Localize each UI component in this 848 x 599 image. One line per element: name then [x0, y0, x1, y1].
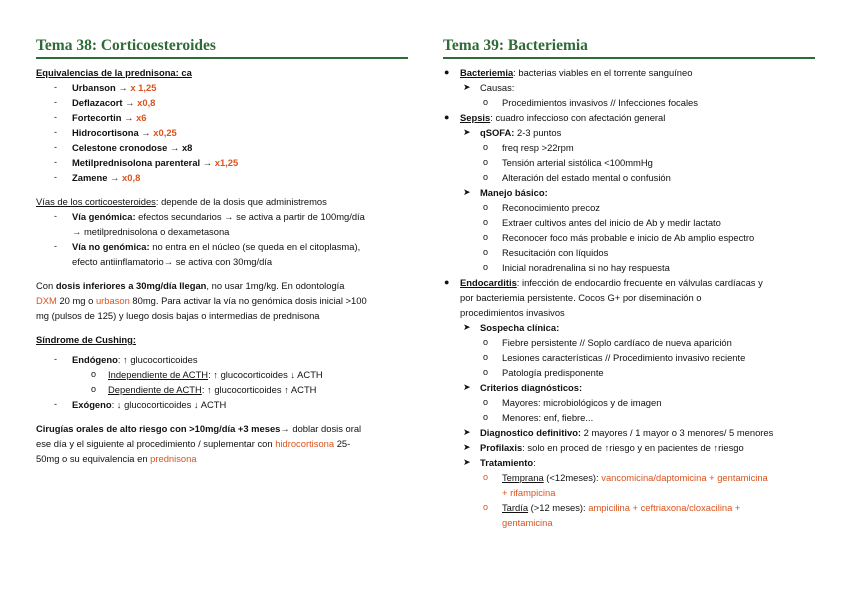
tratamiento-temprana: o Temprana (<12meses): vancomicina/daptomicina + gentamicina	[483, 472, 768, 483]
manejo-step: o Reconocer foco más probable e inicio de Ab amplio espectro	[483, 232, 755, 243]
arrow-bullet: ➤	[463, 427, 471, 437]
sospecha-sign: o Patología predisponente	[483, 367, 604, 378]
sospecha-list	[443, 335, 815, 380]
circle-bullet: o	[483, 262, 489, 272]
circle-bullet: o	[483, 412, 489, 422]
circle-bullet: o	[483, 217, 489, 227]
equiv-item: - Zamene → x0,8	[54, 172, 141, 183]
dash-bullet: -	[54, 354, 57, 364]
arrow-icon: →	[115, 82, 131, 93]
arrow-bullet: ➤	[463, 457, 471, 467]
sospecha-item: ➤ Sospecha clínica:	[463, 322, 560, 333]
arrow-icon: →	[107, 172, 123, 183]
arrow-bullet: ➤	[463, 82, 471, 92]
circle-bullet: o	[483, 247, 489, 257]
dash-bullet: -	[54, 112, 57, 122]
qsofa-criterion: o Tensión arterial sistólica <100mmHg	[483, 157, 653, 168]
circle-bullet: o	[483, 202, 489, 212]
circle-bullet: o	[483, 352, 489, 362]
criterios-list	[443, 395, 815, 425]
sepsis-item: ● Sepsis: cuadro infeccioso con afectación general	[444, 112, 666, 123]
dash-bullet: -	[54, 399, 57, 409]
cirugias-paragraph: Cirugías orales de alto riesgo con >10mg/día +3 meses→ doblar dosis oral	[36, 423, 362, 434]
disc-bullet: ●	[444, 112, 450, 122]
dash-bullet: -	[54, 82, 57, 92]
circle-bullet: o	[483, 367, 489, 377]
equiv-item: - Fortecortin → x6	[54, 112, 147, 123]
dash-bullet: -	[54, 127, 57, 137]
manejo-step: o Resucitación con líquidos	[483, 247, 609, 258]
dosis-paragraph: Con dosis inferiores a 30mg/día llegan, no usar 1mg/kg. En odontología	[36, 280, 345, 291]
criterios-item: ➤ Criterios diagnósticos:	[463, 382, 583, 393]
dash-bullet: -	[54, 142, 57, 152]
disc-bullet: ●	[444, 67, 450, 77]
dash-bullet: -	[54, 172, 57, 182]
manejo-item: ➤ Manejo básico:	[463, 187, 548, 198]
left-title: Tema 38: Corticoesteroides	[36, 36, 408, 59]
equiv-item: - Celestone cronodose → x8	[54, 142, 193, 153]
equiv-item: - Urbanson → x 1,25	[54, 82, 157, 93]
dash-bullet: -	[54, 157, 57, 167]
sospecha-sign: o Lesiones características // Procedimiento invasivo reciente	[483, 352, 746, 363]
circle-bullet: o	[91, 384, 97, 394]
arrow-icon: →	[167, 142, 182, 153]
right-column: Tema 39: Bacteriemia ● Bacteriemia: bacterias viables en el torrente sanguíneo ➤ Causas: o Procedimientos invasivos // Infecciones focales ● Sepsis: cuadro infeccioso con afectación general ➤ qSOFA: 2-3 puntos o freq resp >22rpm o Tensión arterial sistólica <100mmHg o Alteración del estado mental o confusión ➤ Manejo básico: o Reconocimiento precoz o Extraer cultivos antes del inicio de Ab y medir lactato o Reconocer foco más probable e inicio de Ab amplio espectro o Resucitación con líquidos o Inicial noradrenalina si no hay respuesta ● Endocarditis: infección de endocardio frecuente en válvulas cardíacas y por bacteriemia persistente. Cocos G+ por diseminación o procedimientos invasivos ➤ Sospecha clínica: o Fiebre persistente // Soplo cardíaco de nueva aparición o Lesiones características // Procedimiento invasivo reciente o Patología predisponente ➤ Criterios diagnósticos: o Mayores: microbiológicos y de imagen o Menores: enf, fiebre... ➤ Diagnostico definitivo: 2 mayores / 1 mayor o 3 menores/ 5 menores ➤ Profilaxis: solo en proced de ↑riesgo y en pacientes de ↑riesgo ➤ Tratamiento: o Temprana (<12meses): vancomicina/daptomicina + gentamicina + rifampicina o Tardía (>12 meses): ampicilina + ceftriaxona/cloxacilina + gentamicina	[443, 36, 815, 530]
dash-bullet: -	[54, 211, 57, 221]
manejo-step: o Inicial noradrenalina si no hay respuesta	[483, 262, 670, 273]
qsofa-criterion: o freq resp >22rpm	[483, 142, 574, 153]
manejo-list	[443, 200, 815, 275]
tratamiento-tardia: o Tardía (>12 meses): ampicilina + ceftriaxona/cloxacilina +	[483, 502, 741, 513]
manejo-step: o Extraer cultivos antes del inicio de Ab y medir lactato	[483, 217, 721, 228]
manejo-step: o Reconocimiento precoz	[483, 202, 600, 213]
cushing-dependiente: o Dependiente de ACTH: ↑ glucocorticoides ↑ ACTH	[91, 384, 317, 395]
cushing-independiente: o Independiente de ACTH: ↑ glucocorticoides ↓ ACTH	[91, 369, 323, 380]
dash-bullet: -	[54, 97, 57, 107]
dash-bullet: -	[54, 241, 57, 251]
cushing-exogeno: - Exógeno: ↓ glucocorticoides ↓ ACTH	[54, 399, 227, 410]
vias-heading: Vías de los corticoesteroides: depende de la dosis que administremos	[36, 196, 327, 207]
equiv-item: - Metilprednisolona parenteral → x1,25	[54, 157, 239, 168]
arrow-icon: →	[121, 112, 137, 123]
qsofa-item: ➤ qSOFA: 2-3 puntos	[463, 127, 562, 138]
arrow-bullet: ➤	[463, 322, 471, 332]
circle-bullet: o	[483, 397, 489, 407]
arrow-bullet: ➤	[463, 127, 471, 137]
qsofa-list	[443, 140, 815, 185]
equiv-item: - Deflazacort → x0,8	[54, 97, 156, 108]
causas-item: ➤ Causas:	[463, 82, 515, 93]
circle-bullet: o	[483, 142, 489, 152]
circle-bullet: o	[483, 472, 489, 482]
circle-bullet: o	[483, 172, 489, 182]
arrow-bullet: ➤	[463, 382, 471, 392]
bacteriemia-item: ● Bacteriemia: bacterias viables en el torrente sanguíneo	[444, 67, 693, 78]
left-column: Tema 38: Corticoesteroides Equivalencias de la prednisona: ca - Urbanson → x 1,25 - Deflazacort → x0,8 - Fortecortin → x6 - Hidrocortisona → x0,25 - Celestone cronodose → x8 - Metilprednisolona parenteral → x1,25 - Zamene → x0,8 Vías de los corticoesteroides: depende de la dosis que administremos - Vía genómica: efectos secundarios → se activa a partir de 100mg/día → metilprednisolona o dexametasona - Vía no genómica: no entra en el núcleo (se queda en el citoplasma), efecto antiinflamatorio→ se activa con 30mg/día Con dosis inferiores a 30mg/día llegan, no usar 1mg/kg. En odontología DXM 20 mg o urbason 80mg. Para activar la vía no genómica dosis inicial >100 mg (pulsos de 125) y luego dosis bajas o intermedias de prednisona Síndrome de Cushing: - Endógeno: ↑ glucocorticoides o Independiente de ACTH: ↑ glucocorticoides ↓ ACTH o Dependiente de ACTH: ↑ glucocorticoides ↑ ACTH - Exógeno: ↓ glucocorticoides ↓ ACTH Cirugías orales de alto riesgo con >10mg/día +3 meses→ doblar dosis oral ese día y el siguiente al procedimiento / suplementar con hidrocortisona 25- 50mg o su equivalencia en prednisona	[36, 36, 408, 466]
qsofa-criterion: o Alteración del estado mental o confusión	[483, 172, 671, 183]
circle-bullet: o	[483, 232, 489, 242]
arrow-icon: →	[200, 157, 215, 168]
arrow-bullet: ➤	[463, 187, 471, 197]
equiv-heading: Equivalencias de la prednisona: ca	[36, 67, 192, 78]
endocarditis-item: ● Endocarditis: infección de endocardio frecuente en válvulas cardíacas y	[444, 277, 763, 288]
criterio: o Mayores: microbiológicos y de imagen	[483, 397, 662, 408]
equiv-item: - Hidrocortisona → x0,25	[54, 127, 177, 138]
cushing-endogeno: - Endógeno: ↑ glucocorticoides	[54, 354, 198, 365]
profilaxis-item: ➤ Profilaxis: solo en proced de ↑riesgo y en pacientes de ↑riesgo	[463, 442, 744, 453]
diagnostico-item: ➤ Diagnostico definitivo: 2 mayores / 1 mayor o 3 menores/ 5 menores	[463, 427, 774, 438]
disc-bullet: ●	[444, 277, 450, 287]
equiv-list	[36, 80, 408, 185]
circle-bullet: o	[91, 369, 97, 379]
sospecha-sign: o Fiebre persistente // Soplo cardíaco de nueva aparición	[483, 337, 732, 348]
circle-bullet: o	[483, 502, 489, 512]
arrow-bullet: ➤	[463, 442, 471, 452]
via-genomica: - Vía genómica: efectos secundarios → se activa a partir de 100mg/día	[54, 211, 365, 222]
arrow-icon: →	[122, 97, 138, 108]
arrow-icon: →	[138, 127, 154, 138]
tratamiento-item: ➤ Tratamiento:	[463, 457, 536, 468]
circle-bullet: o	[483, 157, 489, 167]
via-no-genomica: - Vía no genómica: no entra en el núcleo (se queda en el citoplasma),	[54, 241, 361, 252]
circle-bullet: o	[483, 97, 489, 107]
circle-bullet: o	[483, 337, 489, 347]
cushing-heading: Síndrome de Cushing:	[36, 334, 137, 345]
criterio: o Menores: enf, fiebre...	[483, 412, 594, 423]
right-title: Tema 39: Bacteriemia	[443, 36, 815, 59]
